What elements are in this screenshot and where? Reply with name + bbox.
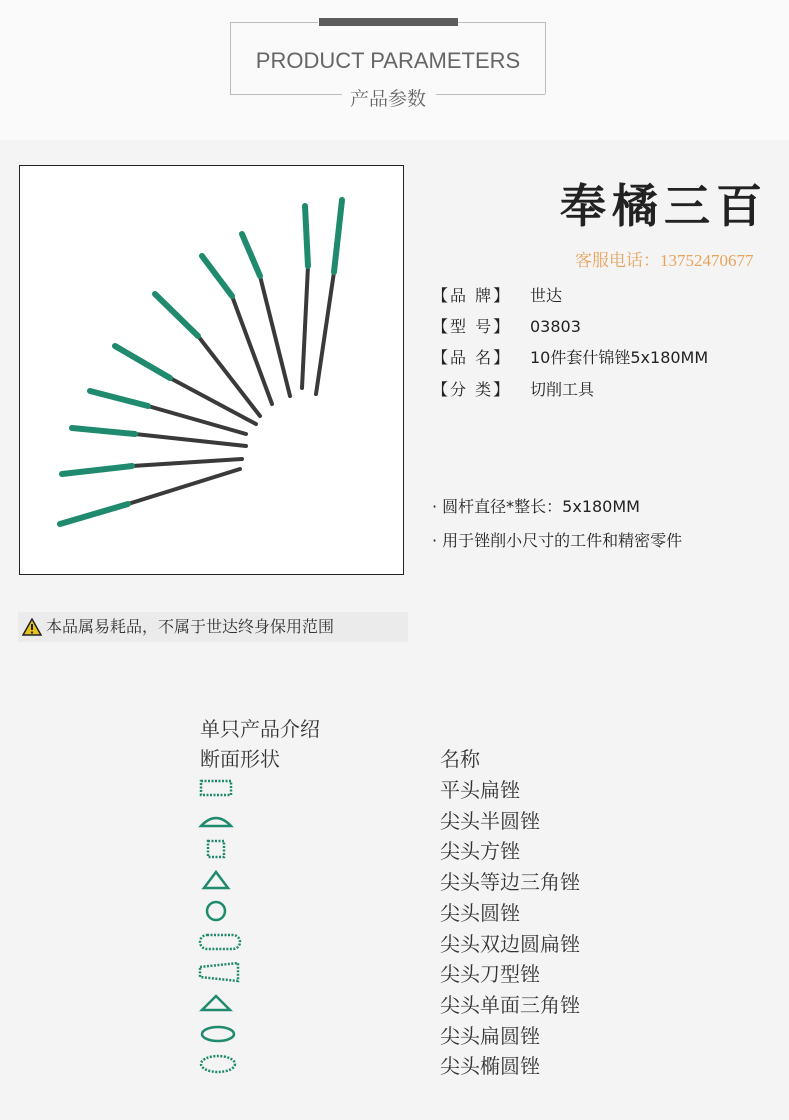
file-name: 尖头单面三角锉 xyxy=(440,992,580,1017)
cross-section-single-triangle-icon xyxy=(198,992,244,1018)
warning-triangle-icon xyxy=(22,618,42,636)
file-handle xyxy=(334,200,342,272)
brand-logo xyxy=(560,176,775,246)
file-handle xyxy=(60,504,128,524)
spec-row xyxy=(432,283,562,306)
file-blade xyxy=(128,469,240,504)
spec-value: 切削工具 xyxy=(530,380,595,399)
warning-notice xyxy=(18,612,408,642)
file-name: 尖头椭圆锉 xyxy=(440,1054,540,1079)
cross-section-triangle-icon xyxy=(198,869,244,895)
cross-section-square-icon xyxy=(198,838,244,864)
feature-bullet: · 圆杆直径*整长：5x180MM xyxy=(432,497,640,516)
service-phone: 客服电话：13752470677 xyxy=(575,251,754,270)
file-name: 尖头等边三角锉 xyxy=(440,870,580,895)
spec-row xyxy=(432,314,581,337)
intro-title: 单只产品介绍 xyxy=(200,717,320,741)
section-title-en: PRODUCT PARAMETERS xyxy=(255,48,521,73)
file-handle xyxy=(202,256,232,296)
file-blade xyxy=(302,266,308,388)
spec-value: 03803 xyxy=(530,317,581,336)
col-header-name: 名称 xyxy=(440,747,480,771)
cross-section-round-icon xyxy=(198,900,244,926)
spec-value: 世达 xyxy=(530,286,563,305)
title-frame-line xyxy=(230,22,318,23)
title-frame-line xyxy=(458,22,545,23)
spec-label: 【品 牌】 xyxy=(432,286,512,305)
file-name: 平头扁锉 xyxy=(440,778,520,802)
file-blade xyxy=(135,434,246,446)
cross-section-double-round-flat-icon xyxy=(198,931,244,957)
spec-value: 10件套什锦锉5x180MM xyxy=(530,348,709,367)
file-blade xyxy=(316,272,334,394)
file-handle xyxy=(305,206,308,266)
spec-label: 【分 类】 xyxy=(432,380,512,399)
warning-text: 本品属易耗品，不属于世达终身保用范围 xyxy=(46,617,335,636)
needle-files-image xyxy=(60,200,342,524)
col-header-shape: 断面形状 xyxy=(200,747,280,771)
cross-section-oval-icon xyxy=(198,1053,244,1079)
section-title-cn: 产品参数 xyxy=(349,88,426,110)
file-name: 尖头圆锉 xyxy=(440,900,520,925)
file-name: 尖头刀型锉 xyxy=(440,962,540,987)
cross-section-half-round-icon xyxy=(198,808,244,834)
product-photo xyxy=(19,165,404,575)
spec-row xyxy=(432,377,594,400)
spec-label: 【型 号】 xyxy=(432,317,512,336)
file-handle xyxy=(242,234,260,276)
spec-row xyxy=(432,345,708,368)
cross-section-flat-round-icon xyxy=(198,1023,244,1049)
file-handle xyxy=(62,466,132,474)
spec-label: 【品 名】 xyxy=(432,348,512,367)
cross-section-knife-icon xyxy=(198,961,244,987)
feature-bullet: · 用于锉削小尺寸的工件和精密零件 xyxy=(432,531,683,550)
file-blade xyxy=(132,459,242,466)
file-name: 尖头半圆锉 xyxy=(440,808,540,833)
file-handle xyxy=(115,346,170,378)
file-name: 尖头双边圆扁锉 xyxy=(440,931,580,956)
file-handle xyxy=(155,294,198,336)
file-name: 尖头方锉 xyxy=(440,839,520,864)
file-handle xyxy=(72,428,135,434)
file-handle xyxy=(90,391,148,406)
cross-section-flat-icon xyxy=(198,777,244,803)
file-name: 尖头扁圆锉 xyxy=(440,1023,540,1048)
brand-name: 奉橘三百 xyxy=(560,179,768,233)
